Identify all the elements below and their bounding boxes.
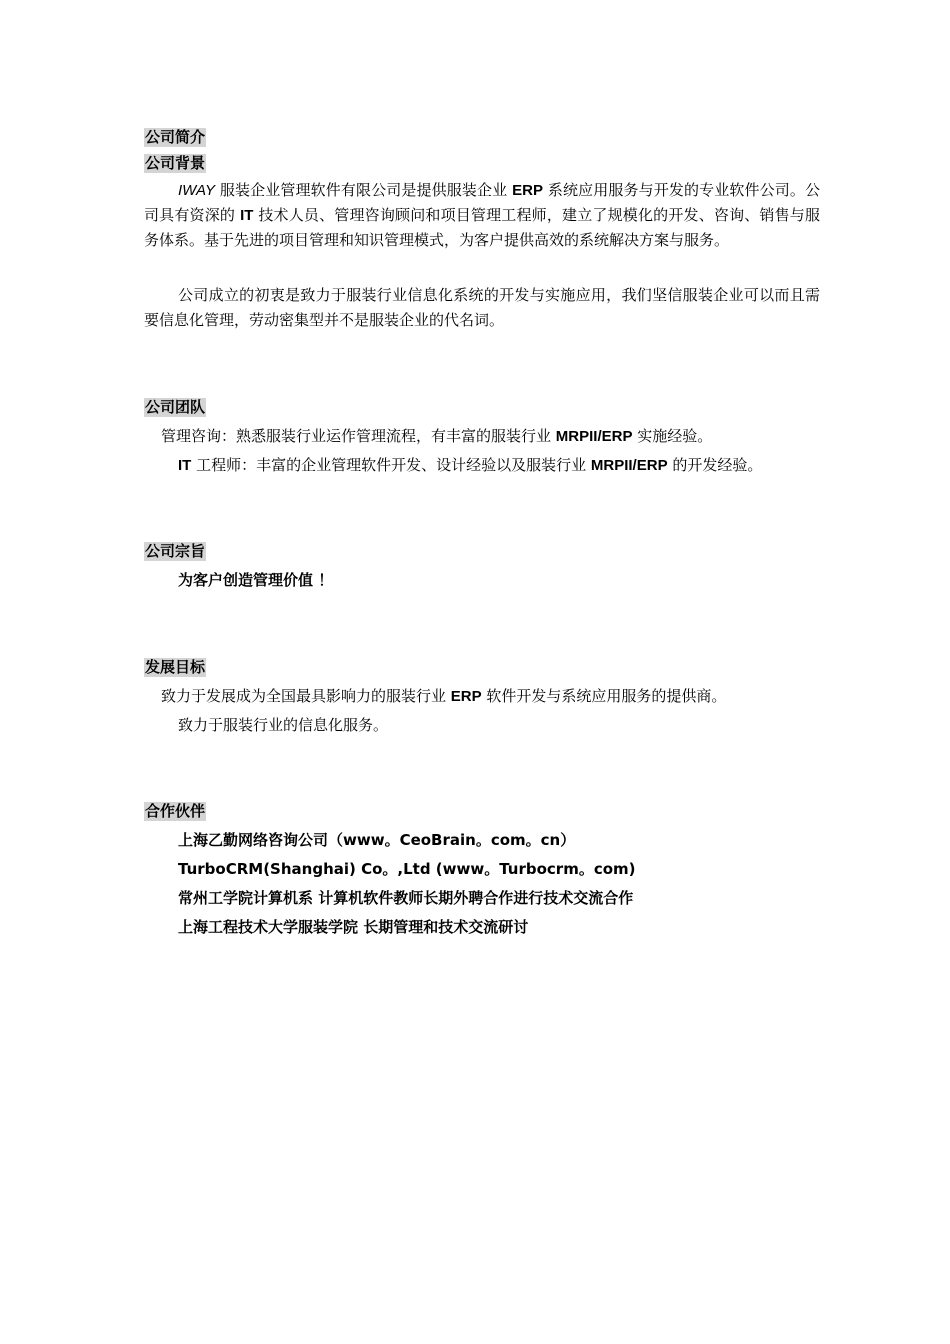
partner-item: 常州工学院计算机系 计算机软件教师长期外聘合作进行技术交流合作 — [178, 889, 634, 907]
team-line-engineers: IT 工程师：丰富的企业管理软件开发、设计经验以及服装行业 MRPII/ERP 的开发经验。 — [178, 456, 763, 474]
partner-item: TurboCRM(Shanghai) Co。,Ltd (www。Turbocrm。com) — [178, 860, 636, 878]
partner-item: 上海工程技术大学服装学院 长期管理和技术交流研讨 — [178, 918, 529, 936]
goals-line-1: 致力于发展成为全国最具影响力的服装行业 ERP 软件开发与系统应用服务的提供商。 — [161, 687, 727, 705]
background-paragraph-1: IWAY 服装企业管理软件有限公司是提供服装企业 ERP 系统应用服务与开发的专业软件公司。公司具有资深的 IT 技术人员、管理咨询顾问和项目管理工程师，建立了规模化的开发、咨询、销售与服务体系。基于先进的项目管理和知识管理模式，为客户提供高效的系统解决方案与服务。 — [144, 181, 820, 249]
brand-name: IWAY — [178, 182, 215, 199]
mission-statement: 为客户创造管理价值 ！ — [178, 571, 334, 589]
background-paragraph-2: 公司成立的初衷是致力于服装行业信息化系统的开发与实施应用，我们坚信服装企业可以而且需要信息化管理，劳动密集型并不是服装企业的代名词。 — [144, 286, 820, 329]
heading-partners: 合作伙伴 — [145, 802, 206, 820]
heading-company-background: 公司背景 — [145, 154, 206, 172]
heading-company-intro: 公司简介 — [145, 128, 206, 146]
team-line-management: 管理咨询：熟悉服装行业运作管理流程，有丰富的服装行业 MRPII/ERP 实施经验。 — [161, 427, 713, 445]
partner-item: 上海乙勤网络咨询公司（www。CeoBrain。com。cn） — [178, 831, 576, 849]
goals-line-2: 致力于服装行业的信息化服务。 — [178, 716, 389, 734]
heading-development-goals: 发展目标 — [145, 658, 206, 676]
heading-company-mission: 公司宗旨 — [145, 542, 206, 560]
heading-company-team: 公司团队 — [145, 398, 206, 416]
